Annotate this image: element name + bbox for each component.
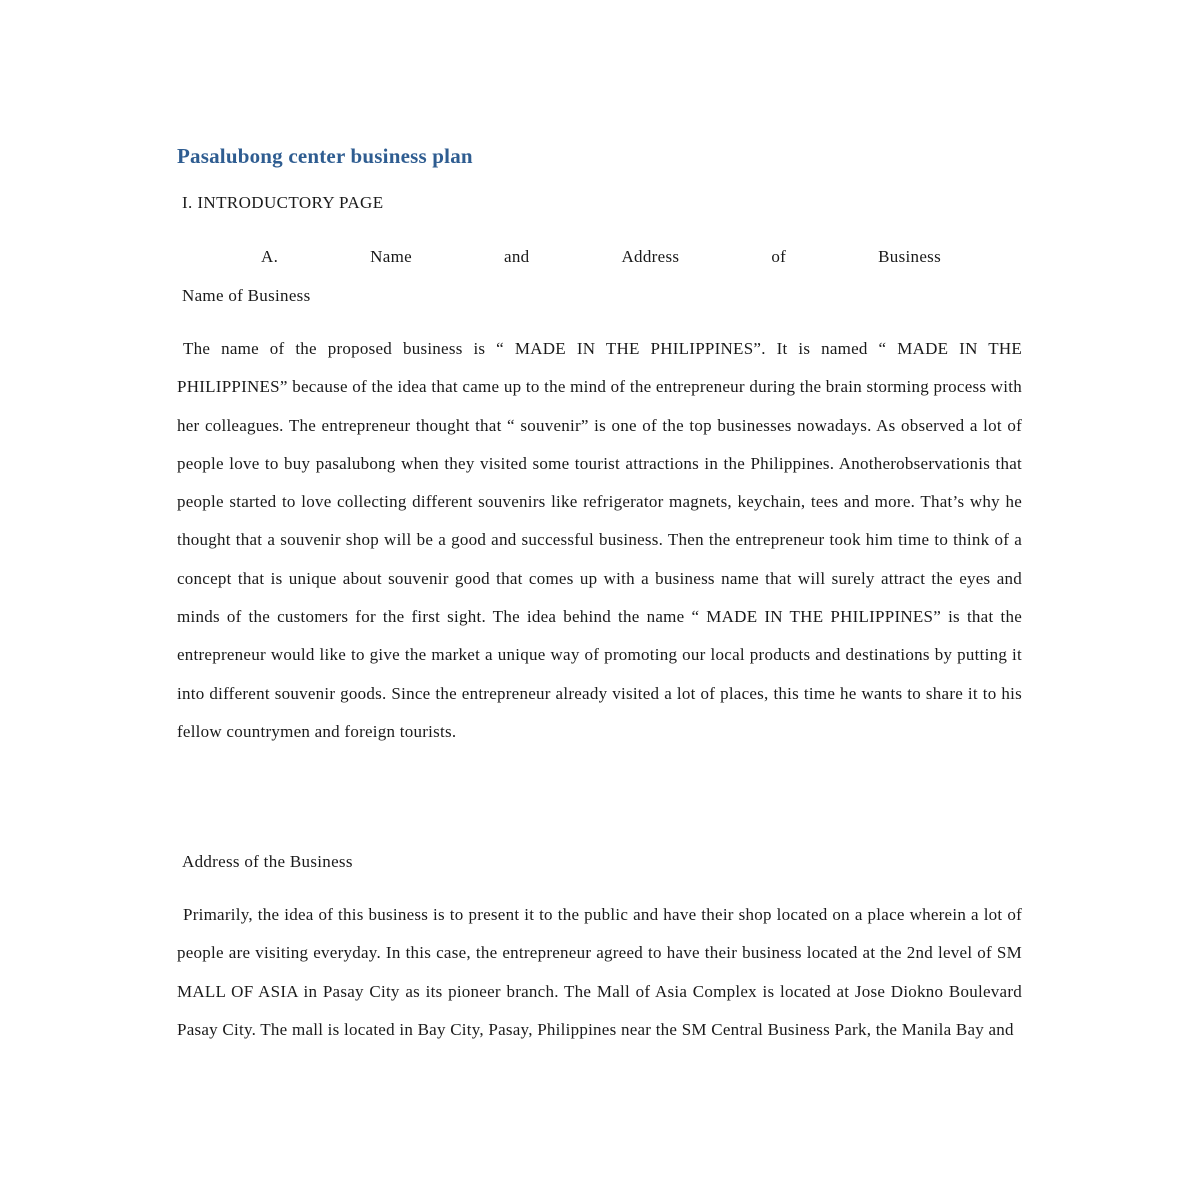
- subsection-word: Address: [621, 247, 680, 266]
- address-paragraph-text: Primarily, the idea of this business is to present it to the public and have their shop located on a place wherein a lot of people are visiting everyday. In this case, the entrepreneur agreed to have their business located at the 2nd level of SM MALL OF ASIA in Pasay City as its pioneer branch. The Mall of Asia Complex is located at Jose Diokno Boulevard Pasay City. The mall is located in Bay City, Pasay, Philippines near the SM Central Business Park, the Manila Bay and: [177, 905, 1022, 1039]
- document-title: Pasalubong center business plan: [177, 144, 473, 168]
- subsection-heading-name-and-address: [261, 247, 941, 267]
- subsection-word: Business: [878, 247, 941, 266]
- address-of-business-paragraph: [177, 896, 1022, 1049]
- subsection-word: A.: [261, 247, 279, 266]
- name-paragraph-text: The name of the proposed business is “ MADE IN THE PHILIPPINES”. It is named “ MADE IN THE PHILIPPINES” because of the idea that came up to the mind of the entrepreneur during the brain storming process with her colleagues. The entrepreneur thought that “ souvenir” is one of the top businesses nowadays. As observed a lot of people love to buy pasalubong when they visited some tourist attractions in the Philippines. Anotherobservationis that people started to love collecting different souvenirs like refrigerator magnets, keychain, tees and more. That’s why he thought that a souvenir shop will be a good and successful business. Then the entrepreneur took him time to think of a concept that is unique about souvenir good that comes up with a business name that will surely attract the eyes and minds of the customers for the first sight. The idea behind the name “ MADE IN THE PHILIPPINES” is that the entrepreneur would like to give the market a unique way of promoting our local products and destinations by putting it into different souvenir goods. Since the entrepreneur already visited a lot of places, this time he wants to share it to his fellow countrymen and foreign tourists.: [177, 339, 1022, 741]
- subsection-word: and: [504, 247, 530, 266]
- subsection-word: Name: [370, 247, 412, 266]
- name-of-business-label: Name of Business: [182, 286, 311, 305]
- document-page: [177, 0, 1022, 1200]
- name-of-business-paragraph: [177, 330, 1022, 751]
- subsection-word: of: [771, 247, 787, 266]
- address-of-business-label: Address of the Business: [182, 852, 353, 871]
- section-heading-introductory-page: I. INTRODUCTORY PAGE: [182, 193, 384, 212]
